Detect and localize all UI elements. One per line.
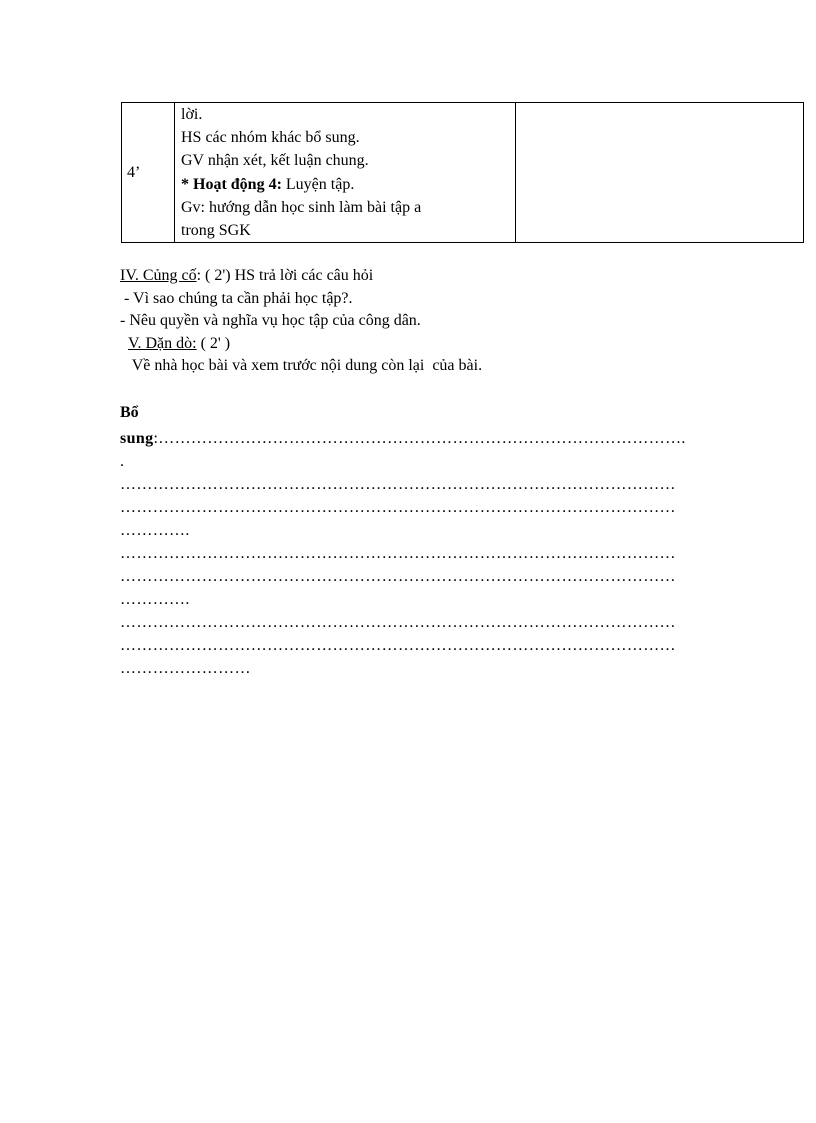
cung-co-item-2: - Nêu quyền và nghĩa vụ học tập của công dân.	[120, 312, 421, 329]
content-line-2: HS các nhóm khác bổ sung.	[181, 129, 360, 147]
dots-line-2: …………………………………………………………………………………………	[120, 476, 676, 493]
cung-co-heading-line	[120, 265, 482, 288]
dan-do-heading-line	[120, 333, 482, 356]
dots-line-10: ……………………	[120, 660, 251, 677]
bo-sung-first-line	[120, 427, 686, 450]
cung-co-item-1: - Vì sao chúng ta cần phải học tập?.	[120, 289, 353, 307]
content-line-6: trong SGK	[181, 222, 251, 240]
content-line-4	[181, 173, 515, 196]
content-line-5: Gv: hướng dẫn học sinh làm bài tập a	[181, 198, 422, 216]
cung-co-rest: : ( 2') HS trả lời các câu hỏi	[196, 267, 374, 284]
bo-sung-label-2: sung	[120, 430, 154, 447]
dots-line-7: ………….	[120, 591, 190, 608]
bo-sung-label-1: Bổ	[120, 404, 139, 421]
dan-do-rest: ( 2' )	[196, 334, 231, 352]
time-cell	[122, 103, 175, 243]
dots-line-1: .	[120, 453, 125, 470]
content-cell	[175, 103, 516, 243]
notes-cell	[516, 103, 804, 243]
dan-do-text: Về nhà học bài và xem trước nội dung còn lại của bài.	[120, 357, 483, 374]
dots-line-5: …………………………………………………………………………………………	[120, 545, 676, 562]
dan-do-heading: V. Dặn dò:	[128, 334, 197, 352]
lesson-table	[121, 102, 804, 243]
table-row	[122, 103, 804, 243]
content-line-1: lời.	[181, 106, 203, 123]
cung-co-heading: IV. Củng cố	[120, 267, 197, 284]
content-line-3: GV nhận xét, kết luận chung.	[181, 152, 369, 170]
dots-line-8: …………………………………………………………………………………………	[120, 614, 676, 631]
activity-heading: * Hoạt động 4:	[181, 175, 282, 193]
dots-line-3: …………………………………………………………………………………………	[120, 499, 676, 516]
cung-co-section	[120, 265, 482, 378]
bo-sung-first-dots: :…………………………………………………………………………………….	[153, 430, 686, 447]
dots-line-6: …………………………………………………………………………………………	[120, 568, 676, 585]
dots-line-4: ………….	[120, 522, 190, 539]
activity-title: Luyện tập.	[281, 175, 355, 193]
dots-line-9: …………………………………………………………………………………………	[120, 637, 676, 654]
time-value: 4’	[127, 163, 141, 181]
